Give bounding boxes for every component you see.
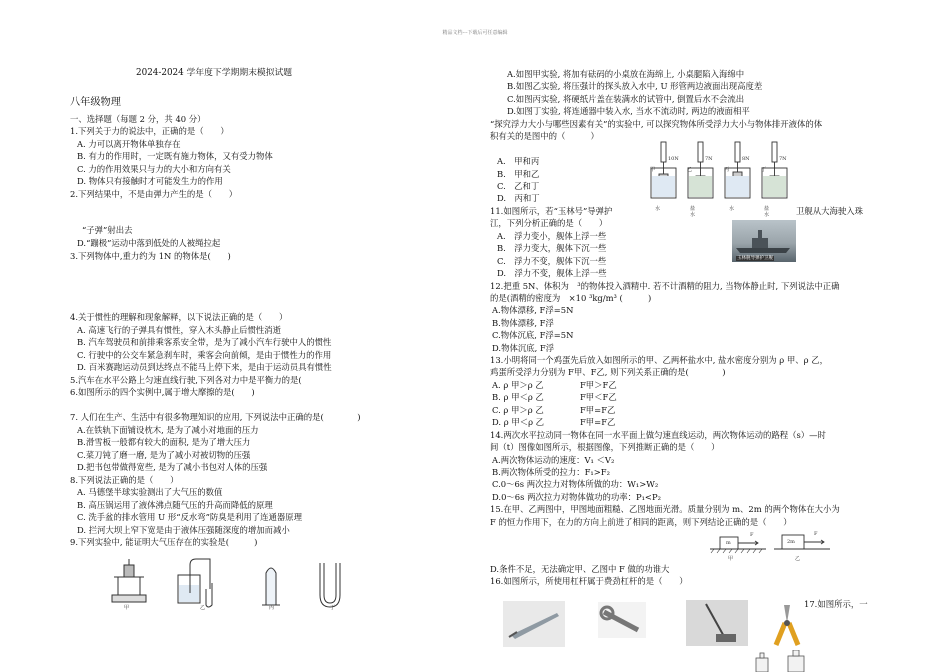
q12-option-b: B.物体漂移, F浮 bbox=[492, 318, 554, 328]
ship-caption: 玉林舰导弹护卫舰 bbox=[737, 256, 773, 261]
q7-option-c: C.菜刀钝了磨一磨, 是为了减小对被切物的压强 bbox=[77, 450, 251, 460]
figure-9-experiments bbox=[100, 555, 360, 615]
q15-option-d: D.条件不足，无法确定甲、乙图中 F 做的功谁大 bbox=[490, 564, 670, 574]
bottle-1-neck bbox=[760, 653, 764, 658]
fig15-f1: F bbox=[750, 532, 754, 538]
fig10-label-1: 甲 bbox=[650, 167, 656, 173]
fig9-table-on-sponge bbox=[112, 559, 146, 602]
q13-option-c-density: C. ρ 甲＞ρ 乙 bbox=[492, 405, 544, 415]
page-header: 精品文档---下载后可任意编辑 bbox=[442, 30, 508, 36]
question-13-cont: 鸡蛋所受浮力分别为 F甲、F乙, 则下列关系正确的是( ) bbox=[490, 367, 726, 377]
q12-option-a: A.物体漂移, F浮=5N bbox=[492, 305, 574, 315]
q13-option-d-density: D. ρ 甲＜ρ 乙 bbox=[492, 417, 545, 427]
bottle-2-neck bbox=[793, 650, 799, 656]
q13-option-b-density: B. ρ 甲＜ρ 乙 bbox=[492, 392, 544, 402]
bottle-1 bbox=[756, 658, 768, 672]
q11-option-c: C. 浮力不变，舰体下沉一些 bbox=[497, 256, 607, 266]
fig10-label-2: 乙 bbox=[687, 167, 693, 173]
question-3: 3.下列物体中,重力约为 1N 的物体是( ) bbox=[70, 251, 231, 261]
q4-option-a: A. 高速飞行的子弹具有惯性，穿入木头静止后惯性消逝 bbox=[77, 325, 281, 335]
fig15-m1: m bbox=[726, 540, 731, 546]
question-8: 8.下列说法正确的是（ ） bbox=[70, 475, 179, 485]
section-heading: 一、选择题（每题 2 分，共 40 分） bbox=[70, 114, 206, 124]
question-1: 1.下列关于力的说法中，正确的是（ ） bbox=[70, 126, 229, 136]
fig10-reading-4: 7N bbox=[779, 156, 787, 162]
question-4: 4.关于惯性的理解和现象解释，以下说法正确的是（ ） bbox=[70, 312, 288, 322]
question-10-cont: 积有关的是图中的（ ） bbox=[490, 131, 599, 141]
q11-option-a: A. 浮力变小，舰体上浮一些 bbox=[497, 231, 607, 241]
q14-option-c: C.0～6s 两次拉力对物体所做的功：W₁>W₂ bbox=[492, 479, 659, 489]
q1-option-c: C. 力的作用效果只与力的大小和方向有关 bbox=[77, 164, 231, 174]
fig9-label-1: 甲 bbox=[124, 605, 130, 611]
q10-option-a: A. 甲和丙 bbox=[497, 156, 540, 166]
fig15-label-1: 甲 bbox=[728, 556, 734, 562]
question-14-cont: 间（t）图像如图所示，根据图像，下列推断正确的是（ ） bbox=[490, 442, 720, 452]
fig10-liquid-2: 盐水 bbox=[690, 206, 696, 218]
fig15-f2: F bbox=[814, 531, 818, 537]
question-14: 14.两次水平拉动同一物体在同一水平面上做匀速直线运动，两次物体运动的路程（s）—时 bbox=[490, 430, 826, 440]
q7-option-a: A.在铁轨下面铺设枕木, 是为了减小对地面的压力 bbox=[77, 425, 259, 435]
question-11-tail: 卫舰从大海驶入珠 bbox=[796, 206, 863, 216]
question-12: 12.把重 5N、体积为 ³的物体投入酒精中. 若不计酒精的阻力, 当物体静止时, 下列说法中正确 bbox=[490, 281, 840, 291]
fig10-label-4: 丁 bbox=[761, 167, 767, 173]
question-6: 6.如图所示的四个实例中,属于增大摩擦的是( ) bbox=[70, 387, 255, 397]
q8-option-c: C. 洗手盆的排水管用 U 形“反水弯”防臭是利用了连通器原理 bbox=[77, 512, 303, 522]
q9-option-c: C.如图丙实验, 将硬纸片盖在装满水的试管中, 倒置后水不会流出 bbox=[507, 94, 745, 104]
q12-option-c: C.物体沉底, F浮=5N bbox=[492, 330, 574, 340]
q1-option-d: D. 物体只有接触时才可能发生力的作用 bbox=[77, 176, 223, 186]
fig9-test-tube bbox=[262, 568, 280, 605]
fig15-ground-hatch bbox=[711, 549, 762, 553]
fig10-label-3: 丙 bbox=[724, 167, 730, 173]
question-5: 5.汽车在水平公路上匀速直线行驶,下列各对力中是平衡力的是( bbox=[70, 375, 302, 385]
q2-option-c: “子弹”射出去 bbox=[82, 225, 133, 235]
q12-option-d: D.物体沉底, F浮 bbox=[492, 343, 555, 353]
q11-option-d: D. 浮力不变，舰体上浮一些 bbox=[497, 268, 607, 278]
question-2: 2.下列结果中，不是由弹力产生的是（ ） bbox=[70, 189, 238, 199]
q14-option-a: A.两次物体运动的速度：V₁ ＜V₂ bbox=[492, 455, 615, 465]
q14-option-b: B.两次物体所受的拉力：F₁>F₂ bbox=[492, 467, 610, 477]
lever-wrench-photo bbox=[598, 602, 646, 638]
fig9-pressure-gauge bbox=[178, 559, 212, 607]
q10-option-b: B. 甲和乙 bbox=[497, 169, 540, 179]
q9-option-b: B.如图乙实验, 将压强计的探头放入水中, U 形管两边液面出现高度差 bbox=[507, 81, 763, 91]
question-17: 17.如图所示，一 bbox=[804, 599, 868, 609]
q4-option-b: B. 汽车驾驶员和前排乘客系安全带，是为了减小汽车行驶中人的惯性 bbox=[77, 337, 332, 347]
fig10-liquid-4: 盐水 bbox=[764, 206, 770, 218]
q10-option-d: D. 丙和丁 bbox=[497, 193, 540, 203]
question-15: 15.在甲、乙两图中，甲图地面粗糙、乙图地面光滑。质量分别为 m、2m 的两个物体在大小为 bbox=[490, 504, 840, 514]
question-12-cont: 的是(酒精的密度为 ×10 ³kg/m³ ( ) bbox=[490, 293, 652, 303]
q4-option-c: C. 行驶中的公交车紧急刹车时，乘客会向前倾，是由于惯性力的作用 bbox=[77, 350, 332, 360]
bottle-2 bbox=[788, 656, 804, 672]
q13-option-c-force: F甲=F乙 bbox=[580, 405, 616, 415]
q11-option-b: B. 浮力变大，舰体下沉一些 bbox=[497, 243, 607, 253]
question-10: “探究浮力大小与哪些因素有关”的实验中, 可以探究物体所受浮力大小与物体排开液体的体 bbox=[490, 119, 823, 129]
fig10-reading-1: 10N bbox=[668, 156, 679, 162]
q10-option-c: C. 乙和丁 bbox=[497, 181, 540, 191]
question-11-cont: 江，下列分析正确的是（ ） bbox=[490, 218, 608, 228]
lever-pliers-photo bbox=[770, 603, 804, 647]
q13-option-d-force: F甲=F乙 bbox=[580, 417, 616, 427]
q9-option-a: A.如图甲实验, 将加有砝码的小桌放在海绵上, 小桌腿陷入海绵中 bbox=[507, 69, 745, 79]
fig10-liquid-1: 水 bbox=[655, 206, 661, 212]
q1-option-a: A. 力可以离开物体单独存在 bbox=[77, 139, 181, 149]
fig10-reading-2: 7N bbox=[705, 156, 713, 162]
lever-broom-photo bbox=[686, 600, 748, 646]
q8-option-d: D. 拦河大坝上窄下宽是由于液体压强随深度的增加而减小 bbox=[77, 525, 290, 535]
fig9-label-3: 丙 bbox=[269, 605, 275, 611]
fig15-label-2: 乙 bbox=[795, 556, 801, 562]
grade-label: 八年级物理 bbox=[70, 97, 121, 108]
q13-option-a-density: A. ρ 甲＞ρ 乙 bbox=[492, 380, 544, 390]
question-9: 9.下列实验中, 能证明大气压存在的实验是( ) bbox=[70, 537, 258, 547]
q8-option-b: B. 高压锅运用了液体沸点随气压的升高而降低的原理 bbox=[77, 500, 273, 510]
question-15-cont: F 的恒力作用下，在力的方向上前进了相同的距离，则下列结论正确的是（ ） bbox=[490, 517, 792, 527]
exam-title: 2024-2024 学年度下学期期末模拟试题 bbox=[136, 68, 293, 78]
q8-option-a: A. 马德堡半球实验测出了大气压的数值 bbox=[77, 487, 223, 497]
fig15-m2: 2m bbox=[787, 539, 795, 545]
q13-option-a-force: F甲＞F乙 bbox=[580, 380, 617, 390]
q2-option-d: D.“蹦极”运动中落到低处的人被绳拉起 bbox=[77, 238, 221, 248]
fig9-u-tube bbox=[320, 563, 340, 607]
q7-option-d: D.把书包带做得宽些, 是为了减小书包对人体的压强 bbox=[77, 462, 268, 472]
question-13: 13.小明将同一个鸡蛋先后放入如图所示的甲、乙两杯盐水中, 盐水密度分别为 ρ 甲、ρ 乙， bbox=[490, 355, 828, 365]
figure-17-bottles bbox=[752, 650, 812, 672]
q4-option-d: D. 百米赛跑运动员到达终点不能马上停下来，是由于运动员具有惯性 bbox=[77, 362, 332, 372]
q1-option-b: B. 有力的作用时，一定既有施力物体，又有受力物体 bbox=[77, 151, 273, 161]
fig10-reading-3: 8N bbox=[742, 156, 750, 162]
lever-tweezers-photo bbox=[503, 601, 565, 647]
q13-option-b-force: F甲＜F乙 bbox=[580, 392, 617, 402]
q14-option-d: D.0～6s 两次拉力对物体做功的功率：P₁<P₂ bbox=[492, 492, 661, 502]
fig9-label-2: 乙 bbox=[200, 605, 206, 611]
fig10-liquid-3: 水 bbox=[729, 206, 735, 212]
q7-option-b: B.滑雪板一般都有较大的面积, 是为了增大压力 bbox=[77, 437, 251, 447]
figure-10-buoyancy bbox=[645, 140, 795, 205]
fig9-label-4: 丁 bbox=[330, 605, 336, 611]
question-16: 16.如图所示，所使用杠杆属于费劲杠杆的是（ ） bbox=[490, 576, 688, 586]
question-11: 11.如图所示，若“玉林号”导弹护 bbox=[490, 206, 613, 216]
question-7: 7. 人们在生产、生活中有很多物理知识的应用, 下列说法中正确的是( ) bbox=[70, 412, 361, 422]
ship-photo bbox=[732, 220, 796, 262]
q9-option-d: D.如图丁实验, 将连通器中装入水, 当水不流动时, 两边的液面相平 bbox=[507, 106, 750, 116]
